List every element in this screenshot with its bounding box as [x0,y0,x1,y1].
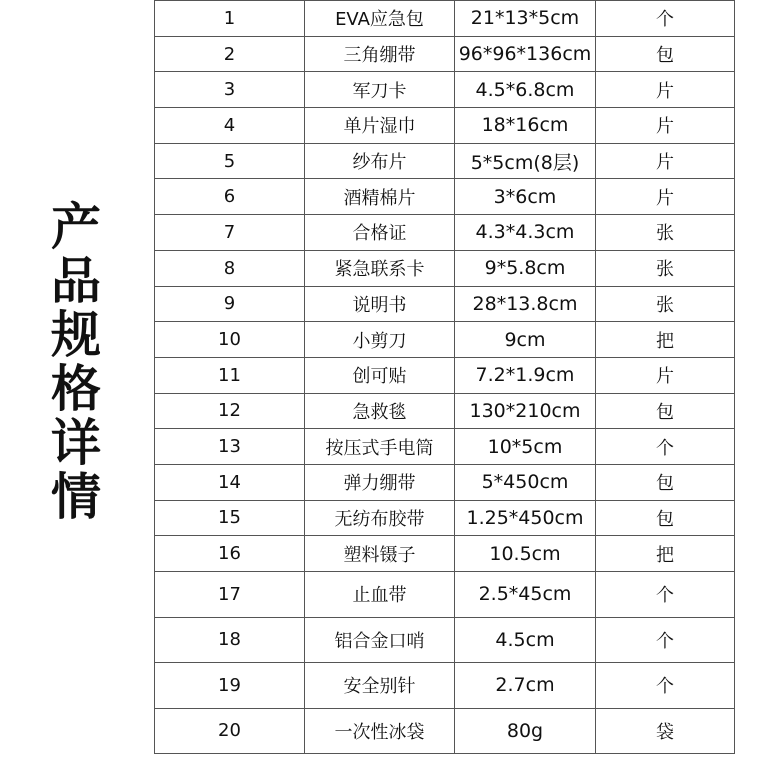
item-name: 止血带 [305,572,455,618]
row-number: 13 [155,429,305,465]
item-size: 5*450cm [455,464,596,500]
table-row [155,357,735,393]
side-title-char: 规 [51,306,101,364]
side-title-char: 详 [51,414,101,472]
table-row [155,286,735,322]
item-size: 2.5*45cm [455,572,596,618]
item-unit: 包 [596,500,735,536]
row-number: 10 [155,322,305,358]
item-name: 军刀卡 [305,72,455,108]
side-title-char: 格 [51,360,101,418]
item-name: 弹力绷带 [305,464,455,500]
item-unit: 片 [596,357,735,393]
row-number: 11 [155,357,305,393]
item-unit: 片 [596,72,735,108]
table-row [155,72,735,108]
table-row [155,179,735,215]
item-size: 5*5cm(8层) [455,143,596,179]
item-unit: 袋 [596,708,735,754]
item-name: EVA应急包 [305,1,455,37]
row-number: 15 [155,500,305,536]
item-name: 说明书 [305,286,455,322]
table-row [155,322,735,358]
item-unit: 张 [596,215,735,251]
table-row [155,663,735,709]
item-unit: 个 [596,617,735,663]
item-size: 1.25*450cm [455,500,596,536]
row-number: 14 [155,464,305,500]
item-name: 小剪刀 [305,322,455,358]
row-number: 9 [155,286,305,322]
row-number: 16 [155,536,305,572]
item-size: 10*5cm [455,429,596,465]
table-row [155,1,735,37]
item-name: 纱布片 [305,143,455,179]
item-unit: 个 [596,572,735,618]
item-name: 塑料镊子 [305,536,455,572]
item-size: 28*13.8cm [455,286,596,322]
row-number: 12 [155,393,305,429]
row-number: 6 [155,179,305,215]
item-name: 无纺布胶带 [305,500,455,536]
item-unit: 包 [596,36,735,72]
table-row [155,536,735,572]
side-title-char: 情 [51,468,101,526]
item-name: 合格证 [305,215,455,251]
item-size: 4.3*4.3cm [455,215,596,251]
row-number: 19 [155,663,305,709]
item-unit: 把 [596,322,735,358]
row-number: 17 [155,572,305,618]
item-name: 三角绷带 [305,36,455,72]
item-size: 4.5*6.8cm [455,72,596,108]
table-row [155,143,735,179]
item-unit: 包 [596,464,735,500]
table-row [155,572,735,618]
row-number: 20 [155,708,305,754]
item-name: 单片湿巾 [305,108,455,144]
item-name: 酒精棉片 [305,179,455,215]
spec-table [154,0,735,754]
item-name: 急救毯 [305,393,455,429]
item-size: 96*96*136cm [455,36,596,72]
item-unit: 把 [596,536,735,572]
item-size: 9cm [455,322,596,358]
side-title [44,200,108,524]
item-unit: 个 [596,1,735,37]
row-number: 5 [155,143,305,179]
table-row [155,393,735,429]
item-size: 7.2*1.9cm [455,357,596,393]
row-number: 8 [155,250,305,286]
table-row [155,617,735,663]
item-size: 21*13*5cm [455,1,596,37]
item-size: 4.5cm [455,617,596,663]
row-number: 4 [155,108,305,144]
item-size: 80g [455,708,596,754]
table-row [155,250,735,286]
table-row [155,429,735,465]
row-number: 1 [155,1,305,37]
item-size: 9*5.8cm [455,250,596,286]
item-unit: 个 [596,663,735,709]
item-name: 紧急联系卡 [305,250,455,286]
item-size: 130*210cm [455,393,596,429]
item-size: 18*16cm [455,108,596,144]
item-unit: 片 [596,108,735,144]
table-row [155,215,735,251]
table-row [155,464,735,500]
item-name: 创可贴 [305,357,455,393]
item-unit: 张 [596,286,735,322]
table-row [155,500,735,536]
row-number: 18 [155,617,305,663]
row-number: 2 [155,36,305,72]
item-unit: 张 [596,250,735,286]
side-title-char: 品 [51,252,101,310]
item-size: 3*6cm [455,179,596,215]
side-title-char: 产 [51,198,101,256]
item-unit: 包 [596,393,735,429]
row-number: 7 [155,215,305,251]
row-number: 3 [155,72,305,108]
table-row [155,108,735,144]
item-unit: 个 [596,429,735,465]
item-unit: 片 [596,179,735,215]
item-size: 2.7cm [455,663,596,709]
item-name: 安全别针 [305,663,455,709]
item-name: 按压式手电筒 [305,429,455,465]
item-name: 铝合金口哨 [305,617,455,663]
item-size: 10.5cm [455,536,596,572]
table-row [155,708,735,754]
table-row [155,36,735,72]
item-unit: 片 [596,143,735,179]
item-name: 一次性冰袋 [305,708,455,754]
